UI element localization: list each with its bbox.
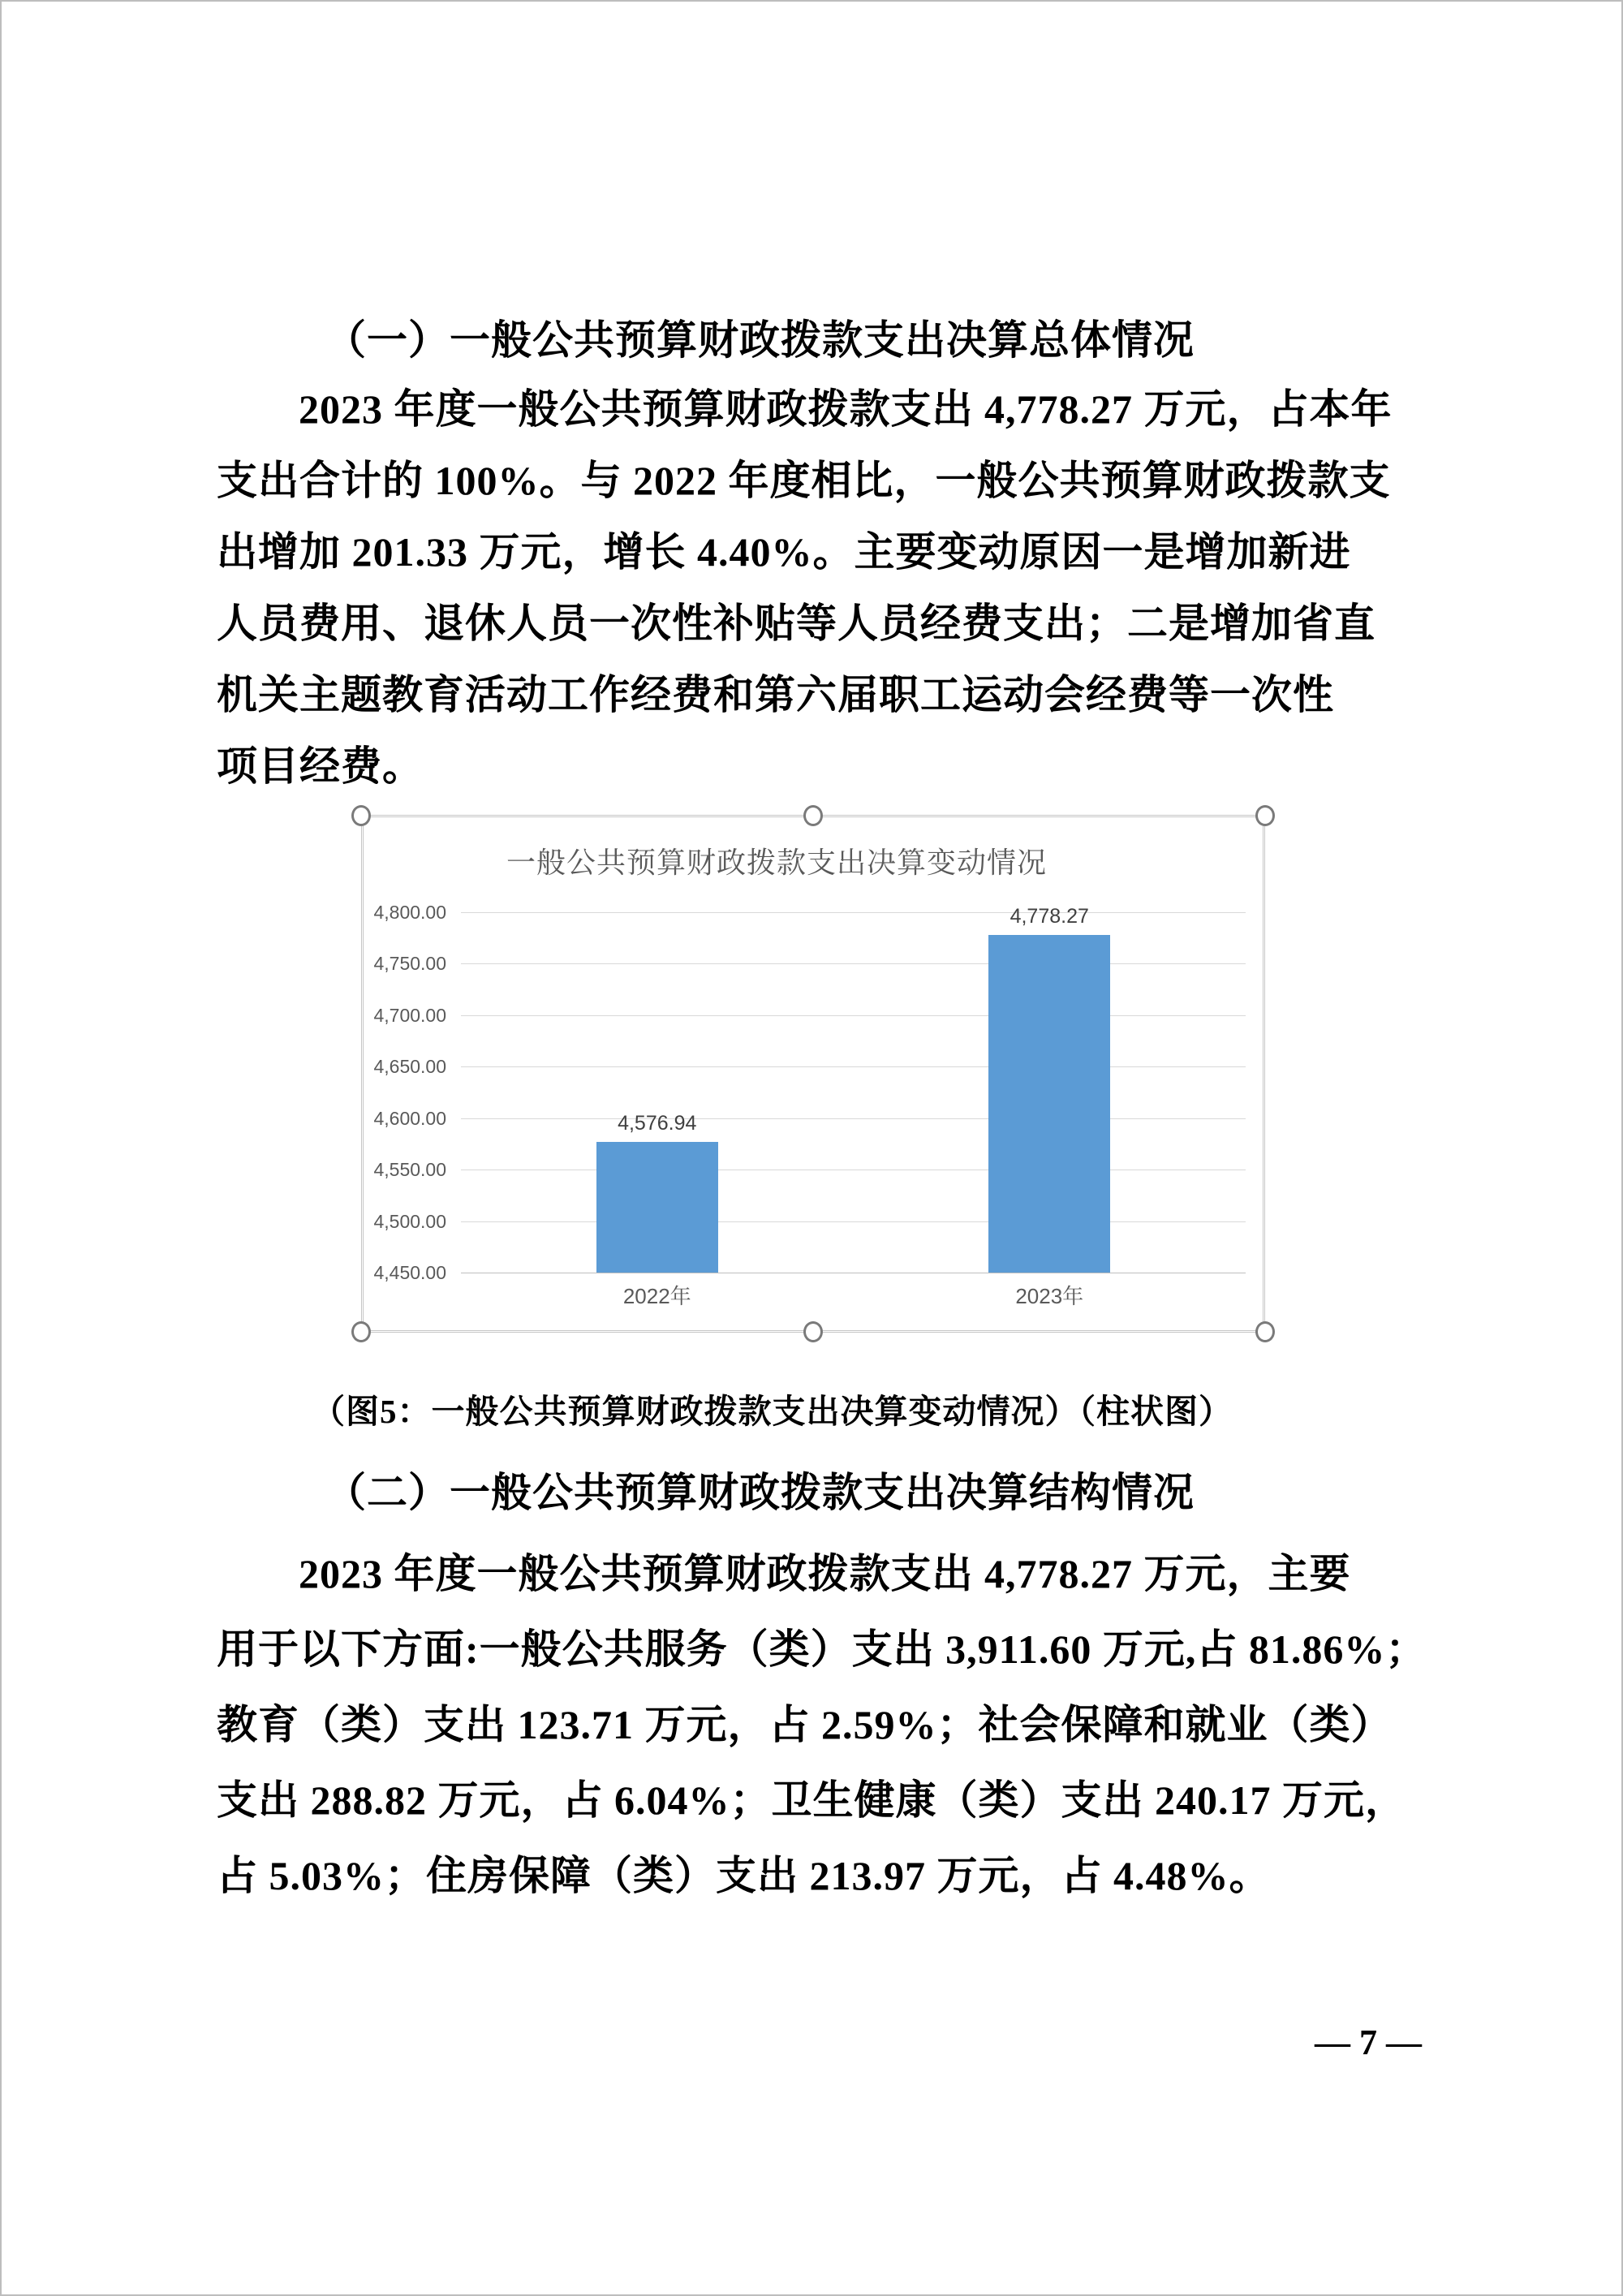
bar-data-label: 4,576.94 bbox=[618, 1112, 697, 1135]
bar-2023年[interactable] bbox=[988, 935, 1110, 1273]
bar-chart[interactable] bbox=[361, 815, 1265, 1333]
paragraph-line: 占 5.03%；住房保障（类）支出 213.97 万元，占 4.48%。 bbox=[217, 1853, 1271, 1898]
y-tick-label: 4,450.00 bbox=[373, 1262, 446, 1283]
y-tick-label: 4,800.00 bbox=[373, 902, 446, 923]
gridline bbox=[461, 963, 1246, 964]
gridline bbox=[461, 1015, 1246, 1016]
chart-title: 一般公共预算财政拨款支出决算变动情况 bbox=[506, 846, 1047, 879]
paragraph-line: 支出 288.82 万元，占 6.04%；卫生健康（类）支出 240.17 万元， bbox=[217, 1777, 1406, 1823]
y-tick-label: 4,650.00 bbox=[373, 1056, 446, 1078]
paragraph-line: 机关主题教育活动工作经费和第六届职工运动会经费等一次性 bbox=[217, 672, 1334, 717]
paragraph-line: 2023 年度一般公共预算财政拨款支出 4,778.27 万元，主要 bbox=[299, 1551, 1351, 1596]
section1-heading: （一）一般公共预算财政拨款支出决算总体情况 bbox=[325, 317, 1195, 363]
y-tick-label: 4,600.00 bbox=[373, 1107, 446, 1129]
bar-data-label: 4,778.27 bbox=[1010, 905, 1089, 928]
page-number: — 7 — bbox=[1315, 2022, 1422, 2062]
y-tick-label: 4,550.00 bbox=[373, 1159, 446, 1181]
paragraph-line: 人员费用、退休人员一次性补贴等人员经费支出；二是增加省直 bbox=[217, 601, 1375, 646]
figure-caption: （图5：一般公共预算财政拨款支出决算变动情况）（柱状图） bbox=[312, 1393, 1233, 1430]
y-tick-label: 4,500.00 bbox=[373, 1210, 446, 1232]
chart-plot-area bbox=[364, 817, 1263, 1330]
x-category-label: 2023年 bbox=[1015, 1284, 1084, 1308]
section2-heading: （二）一般公共预算财政拨款支出决算结构情况 bbox=[325, 1470, 1195, 1515]
bar-2022年[interactable] bbox=[596, 1142, 718, 1273]
y-tick-label: 4,750.00 bbox=[373, 953, 446, 975]
gridline bbox=[461, 1066, 1246, 1067]
paragraph-line: 支出合计的 100%。与 2022 年度相比，一般公共预算财政拨款支 bbox=[217, 458, 1391, 503]
x-category-label: 2022年 bbox=[622, 1284, 691, 1308]
paragraph-line: 教育（类）支出 123.71 万元，占 2.59%；社会保障和就业（类） bbox=[217, 1702, 1393, 1747]
gridline bbox=[461, 1221, 1246, 1222]
y-tick-label: 4,700.00 bbox=[373, 1004, 446, 1026]
paragraph-line: 2023 年度一般公共预算财政拨款支出 4,778.27 万元，占本年 bbox=[299, 386, 1393, 432]
paragraph-line: 出增加 201.33 万元，增长 4.40%。主要变动原因一是增加新进 bbox=[217, 529, 1351, 575]
paragraph-line: 项目经费。 bbox=[217, 743, 424, 789]
paragraph-line: 用于以下方面:一般公共服务（类）支出 3,911.60 万元,占 81.86%； bbox=[217, 1626, 1427, 1672]
